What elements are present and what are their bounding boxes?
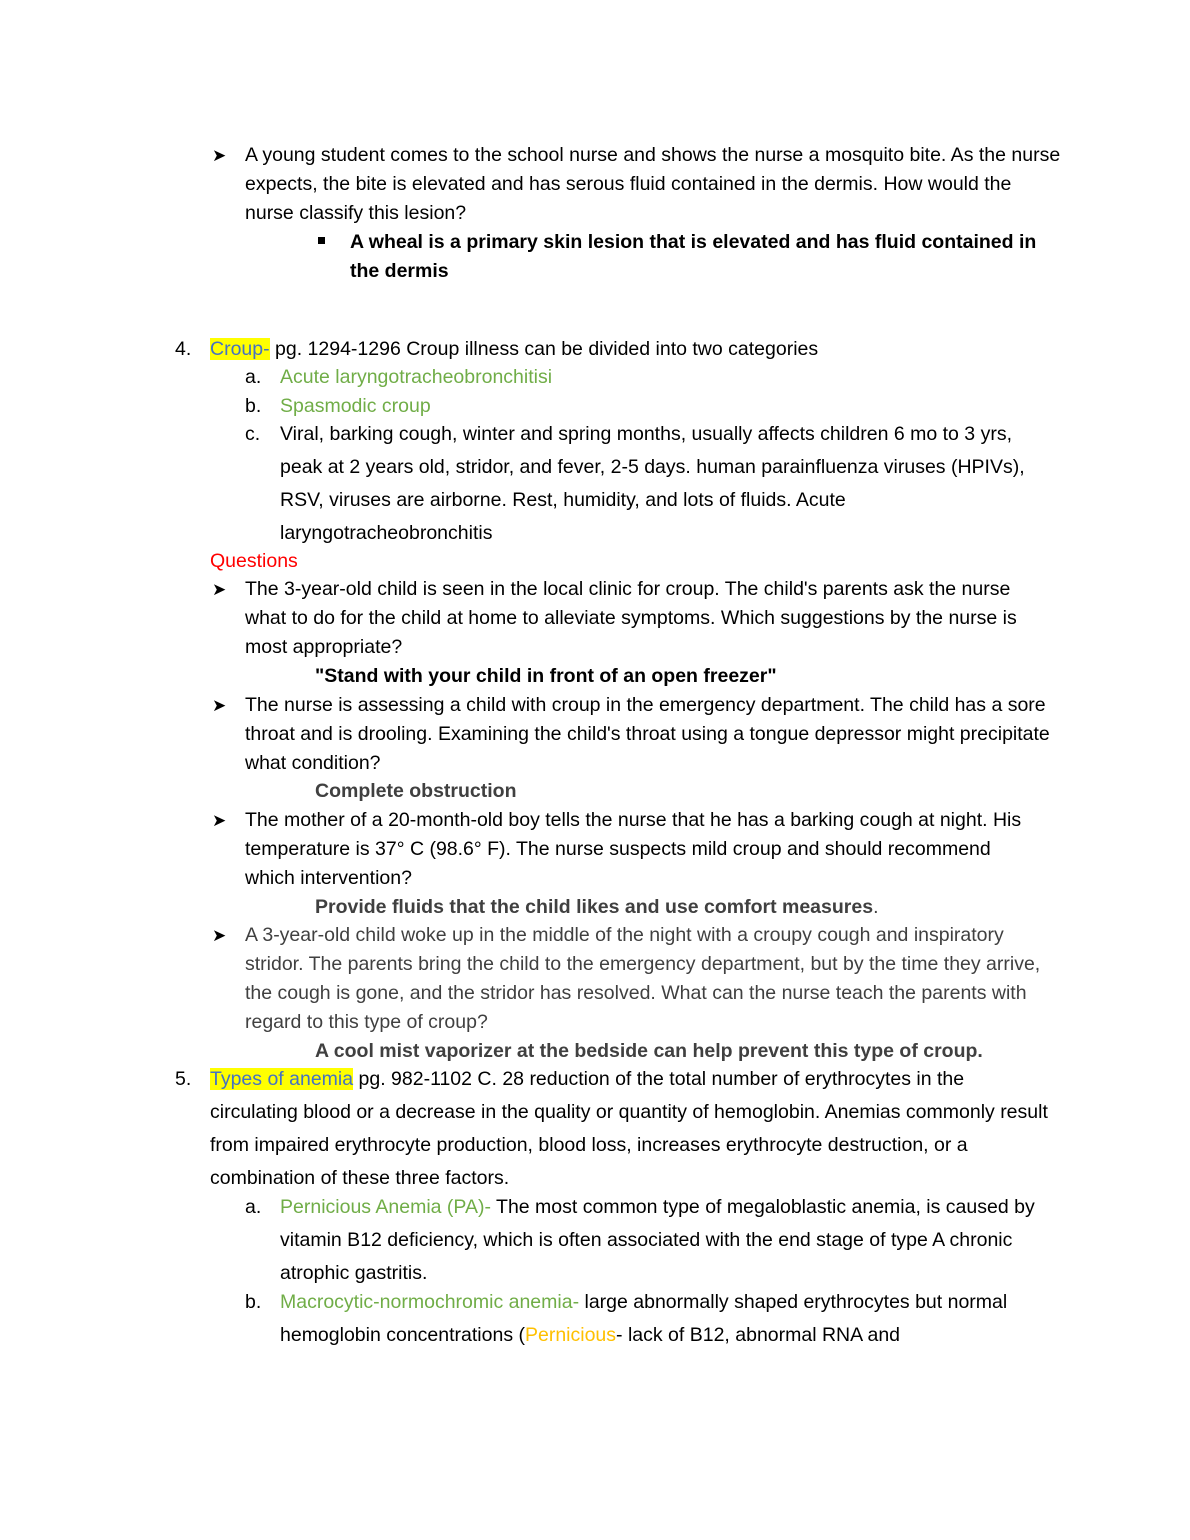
anemia-title: Types of anemia [210,1068,354,1090]
question-item: A 3-year-old child woke up in the middle of the night with a croupy cough and inspiratory stridor. The parents bring the child to the emergency department, but by the time they arrive, the cough is gone, and the stridor has resolved. What can the nurse teach the parents with regard to this type of croup? [245,924,1041,1033]
list-marker: a. [245,1196,262,1218]
section-heading-croup [210,335,1070,364]
list-item: Viral, barking cough, winter and spring months, usually affects children 6 mo to 3 yrs, peak at 2 years old, stridor, and fever, 2-5 days. human parainfluenza viruses (HPIVs), RSV, viruses are airborne. Rest, humidity, and lots of fluids. Acute laryngotracheobronchitis [280,423,1025,544]
arrow-bullet-icon: ➤ [212,926,227,945]
list-item: Spasmodic croup [280,395,431,417]
arrow-bullet-icon: ➤ [212,580,227,599]
section-number: 4. [175,338,192,360]
croup-title: Croup- [210,338,270,360]
answer-wheal: A wheal is a primary skin lesion that is elevated and has fluid contained in the dermis [350,231,1037,282]
answer-item: "Stand with your child in front of an open freezer" [315,665,777,687]
answer-item: Complete obstruction [315,780,517,802]
list-marker: c. [245,423,261,445]
answer-item: A cool mist vaporizer at the bedside can help prevent this type of croup. [315,1040,983,1062]
list-item: Acute laryngotracheobronchitisi [280,366,553,388]
list-marker: b. [245,1291,262,1313]
question-item: The nurse is assessing a child with croup in the emergency department. The child has a sore throat and is drooling. Examining the child's throat using a tongue depressor might precipitate what condition? [245,694,1050,774]
anemia-intro: pg. 982-1102 C. 28 reduction of the total number of erythrocytes in the circulating blood or a decrease in the quality or quantity of hemoglobin. Anemias commonly result from impaired erythrocyte production, blood loss, increases erythrocyte destruction, or a combination of these three factors. [210,1068,1048,1189]
section-heading-anemia [210,1063,1055,1195]
list-marker: a. [245,366,262,388]
question-item: The 3-year-old child is seen in the local clinic for croup. The child's parents ask the nurse what to do for the child at home to alleviate symptoms. Which suggestions by the nurse is most appropriate? [245,578,1017,658]
list-item: Pernicious Anemia (PA)- The most common type of megaloblastic anemia, is caused by vitamin B12 deficiency, which is often associated with the end stage of type A chronic atrophic gastritis. [280,1196,1035,1284]
question-wheal: A young student comes to the school nurse and shows the nurse a mosquito bite. As the nurse expects, the bite is elevated and has serous fluid contained in the dermis. How would the nurse classify this lesion? [245,144,1061,224]
arrow-bullet-icon: ➤ [212,696,227,715]
question-item: The mother of a 20-month-old boy tells the nurse that he has a barking cough at night. His temperature is 37° C (98.6° F). The nurse suspects mild croup and should recommend which intervention? [245,809,1022,889]
croup-intro: pg. 1294-1296 Croup illness can be divided into two categories [269,338,819,360]
square-bullet-icon [318,237,325,244]
questions-label: Questions [210,550,298,572]
answer-item: Provide fluids that the child likes and use comfort measures. [315,896,879,918]
section-number: 5. [175,1068,192,1090]
arrow-bullet-icon: ➤ [212,146,227,165]
list-marker: b. [245,395,262,417]
list-item: Macrocytic-normochromic anemia- large abnormally shaped erythrocytes but normal hemoglobin concentrations (Pernicious- lack of B12, abnormal RNA and [280,1291,1008,1346]
arrow-bullet-icon: ➤ [212,811,227,830]
